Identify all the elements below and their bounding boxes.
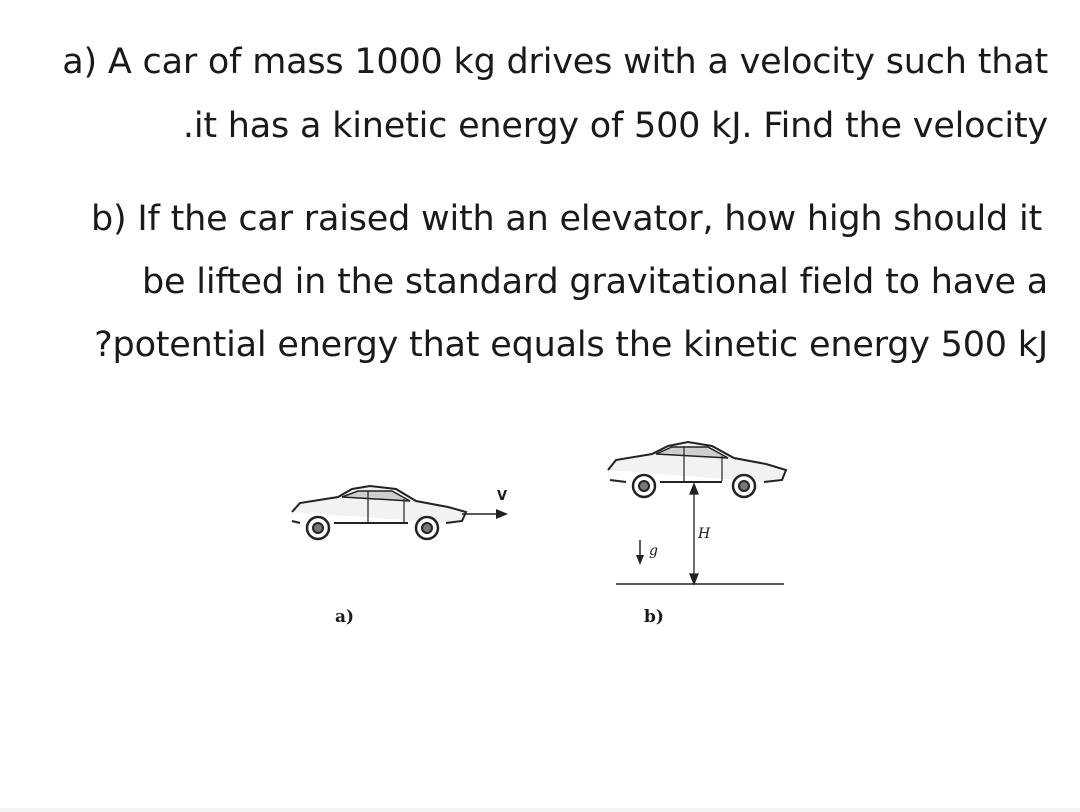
height-symbol: H xyxy=(698,526,711,542)
part-b-line-2: be lifted in the standard gravitational field to have a xyxy=(142,262,1048,302)
part-b-line-1: b) If the car raised with an elevator, how high should it xyxy=(91,199,1042,239)
part-a-line-2: .it has a kinetic energy of 500 kJ. Find the velocity xyxy=(182,106,1048,146)
velocity-arrow xyxy=(462,509,508,519)
gravity-symbol: g xyxy=(649,543,658,559)
part-b-line-3: ?potential energy that equals the kinetic energy 500 kJ xyxy=(94,325,1048,365)
figure-b-label: b) xyxy=(644,607,664,627)
height-indicator xyxy=(690,484,698,584)
part-a-line-1: a) A car of mass 1000 kg drives with a velocity such that xyxy=(62,42,1048,82)
figure-a-label: a) xyxy=(335,607,355,627)
velocity-symbol: V xyxy=(497,489,508,504)
bottom-divider xyxy=(0,808,1080,812)
car-a-illustration xyxy=(292,486,466,539)
car-b-illustration xyxy=(608,442,786,497)
gravity-arrow xyxy=(636,540,644,565)
